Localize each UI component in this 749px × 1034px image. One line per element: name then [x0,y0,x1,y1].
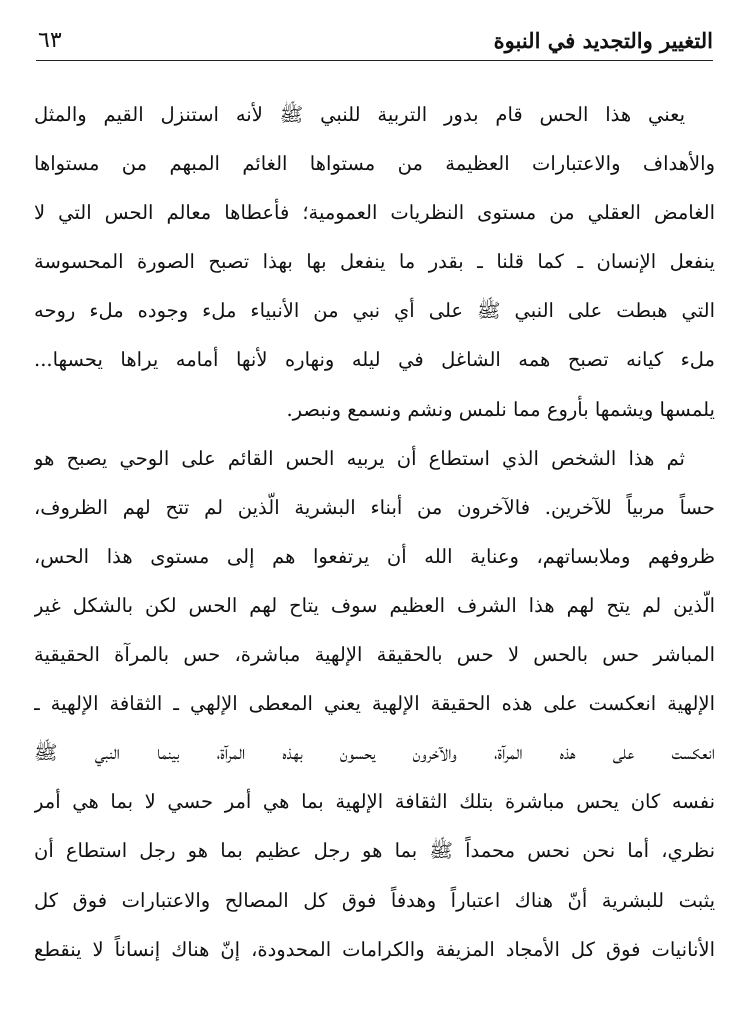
text-line: ينفعل الإنسان ـ كما قلنا ـ بقدر ما ينفعل بها بهذا تصبح الصورة المحسوسة [34,250,715,274]
text-line: نظري، أما نحن نحس محمداً ﷺ بما هو رجل عظيم بما هو رجل استطاع أن [34,839,715,863]
text-line: الأنانيات فوق كل الأمجاد المزيفة والكرامات المحدودة، إنّ هناك إنساناً لا ينقطع [34,937,715,961]
body-text [34,90,715,974]
text-line: الغامض العقلي من مستوى النظريات العمومية؛ فأعطاها معالم الحس التي لا [34,201,715,225]
text-line: يعني هذا الحس قام بدور التربية للنبي ﷺ لأنه استنزل القيم والمثل [34,103,685,126]
text-line: ثم هذا الشخص الذي استطاع أن يربيه الحس القائم على الوحي يصبح هو [34,446,685,470]
text-line: يلمسها ويشمها بأروع مما نلمس ونشم ونسمع ونبصر. [286,397,715,421]
text-line: حساً مربياً للآخرين. فالآخرون من أبناء البشرية الّذين لم تتح لهم الظروف، [34,495,715,519]
header-rule [36,60,713,61]
page-header [36,26,713,62]
text-line: نفسه كان يحس مباشرة بتلك الثقافة الإلهية بما هي أمر حسي لا بما هي أمر [34,790,715,814]
text-line: الإلهية انعكست على هذه الحقيقة الإلهية يعني المعطى الإلهي ـ الثقافة الإلهية ـ [34,692,715,716]
paragraph-2 [34,434,715,974]
paragraph-1 [34,90,715,434]
text-line: يثبت للبشرية أنّ هناك اعتباراً وهدفاً فوق كل المصالح والاعتبارات فوق كل [34,888,715,912]
text-line: التي هبطت على النبي ﷺ على أي نبي من الأنبياء ملء وجوده ملء روحه [34,299,715,323]
text-line: ملء كيانه تصبح همه الشاغل في ليله ونهاره لأنها أمامه يراها يحسها... [34,348,715,372]
page-number: ٦٣ [38,28,62,53]
text-line: الّذين لم يتح لهم هذا الشرف العظيم سوف يتاح لهم الحس لكن بالشكل غير [34,593,715,617]
text-line: المباشر حس بالحس لا حس بالحقيقة الإلهية مباشرة، حس بالمرآة الحقيقية [34,643,715,667]
running-title: التغيير والتجديد في النبوة [493,28,713,53]
text-line: انعكست على هذه المرآة، والآخرون يحسون بهذه المرآة، بينما النبي ﷺ [34,741,715,765]
text-line: ظروفهم وملابساتهم، وعناية الله أن يرتفعوا هم إلى مستوى هذا الحس، [34,544,715,568]
text-line: والأهداف والاعتبارات العظيمة من مستواها الغائم المبهم من مستواها [34,152,715,176]
